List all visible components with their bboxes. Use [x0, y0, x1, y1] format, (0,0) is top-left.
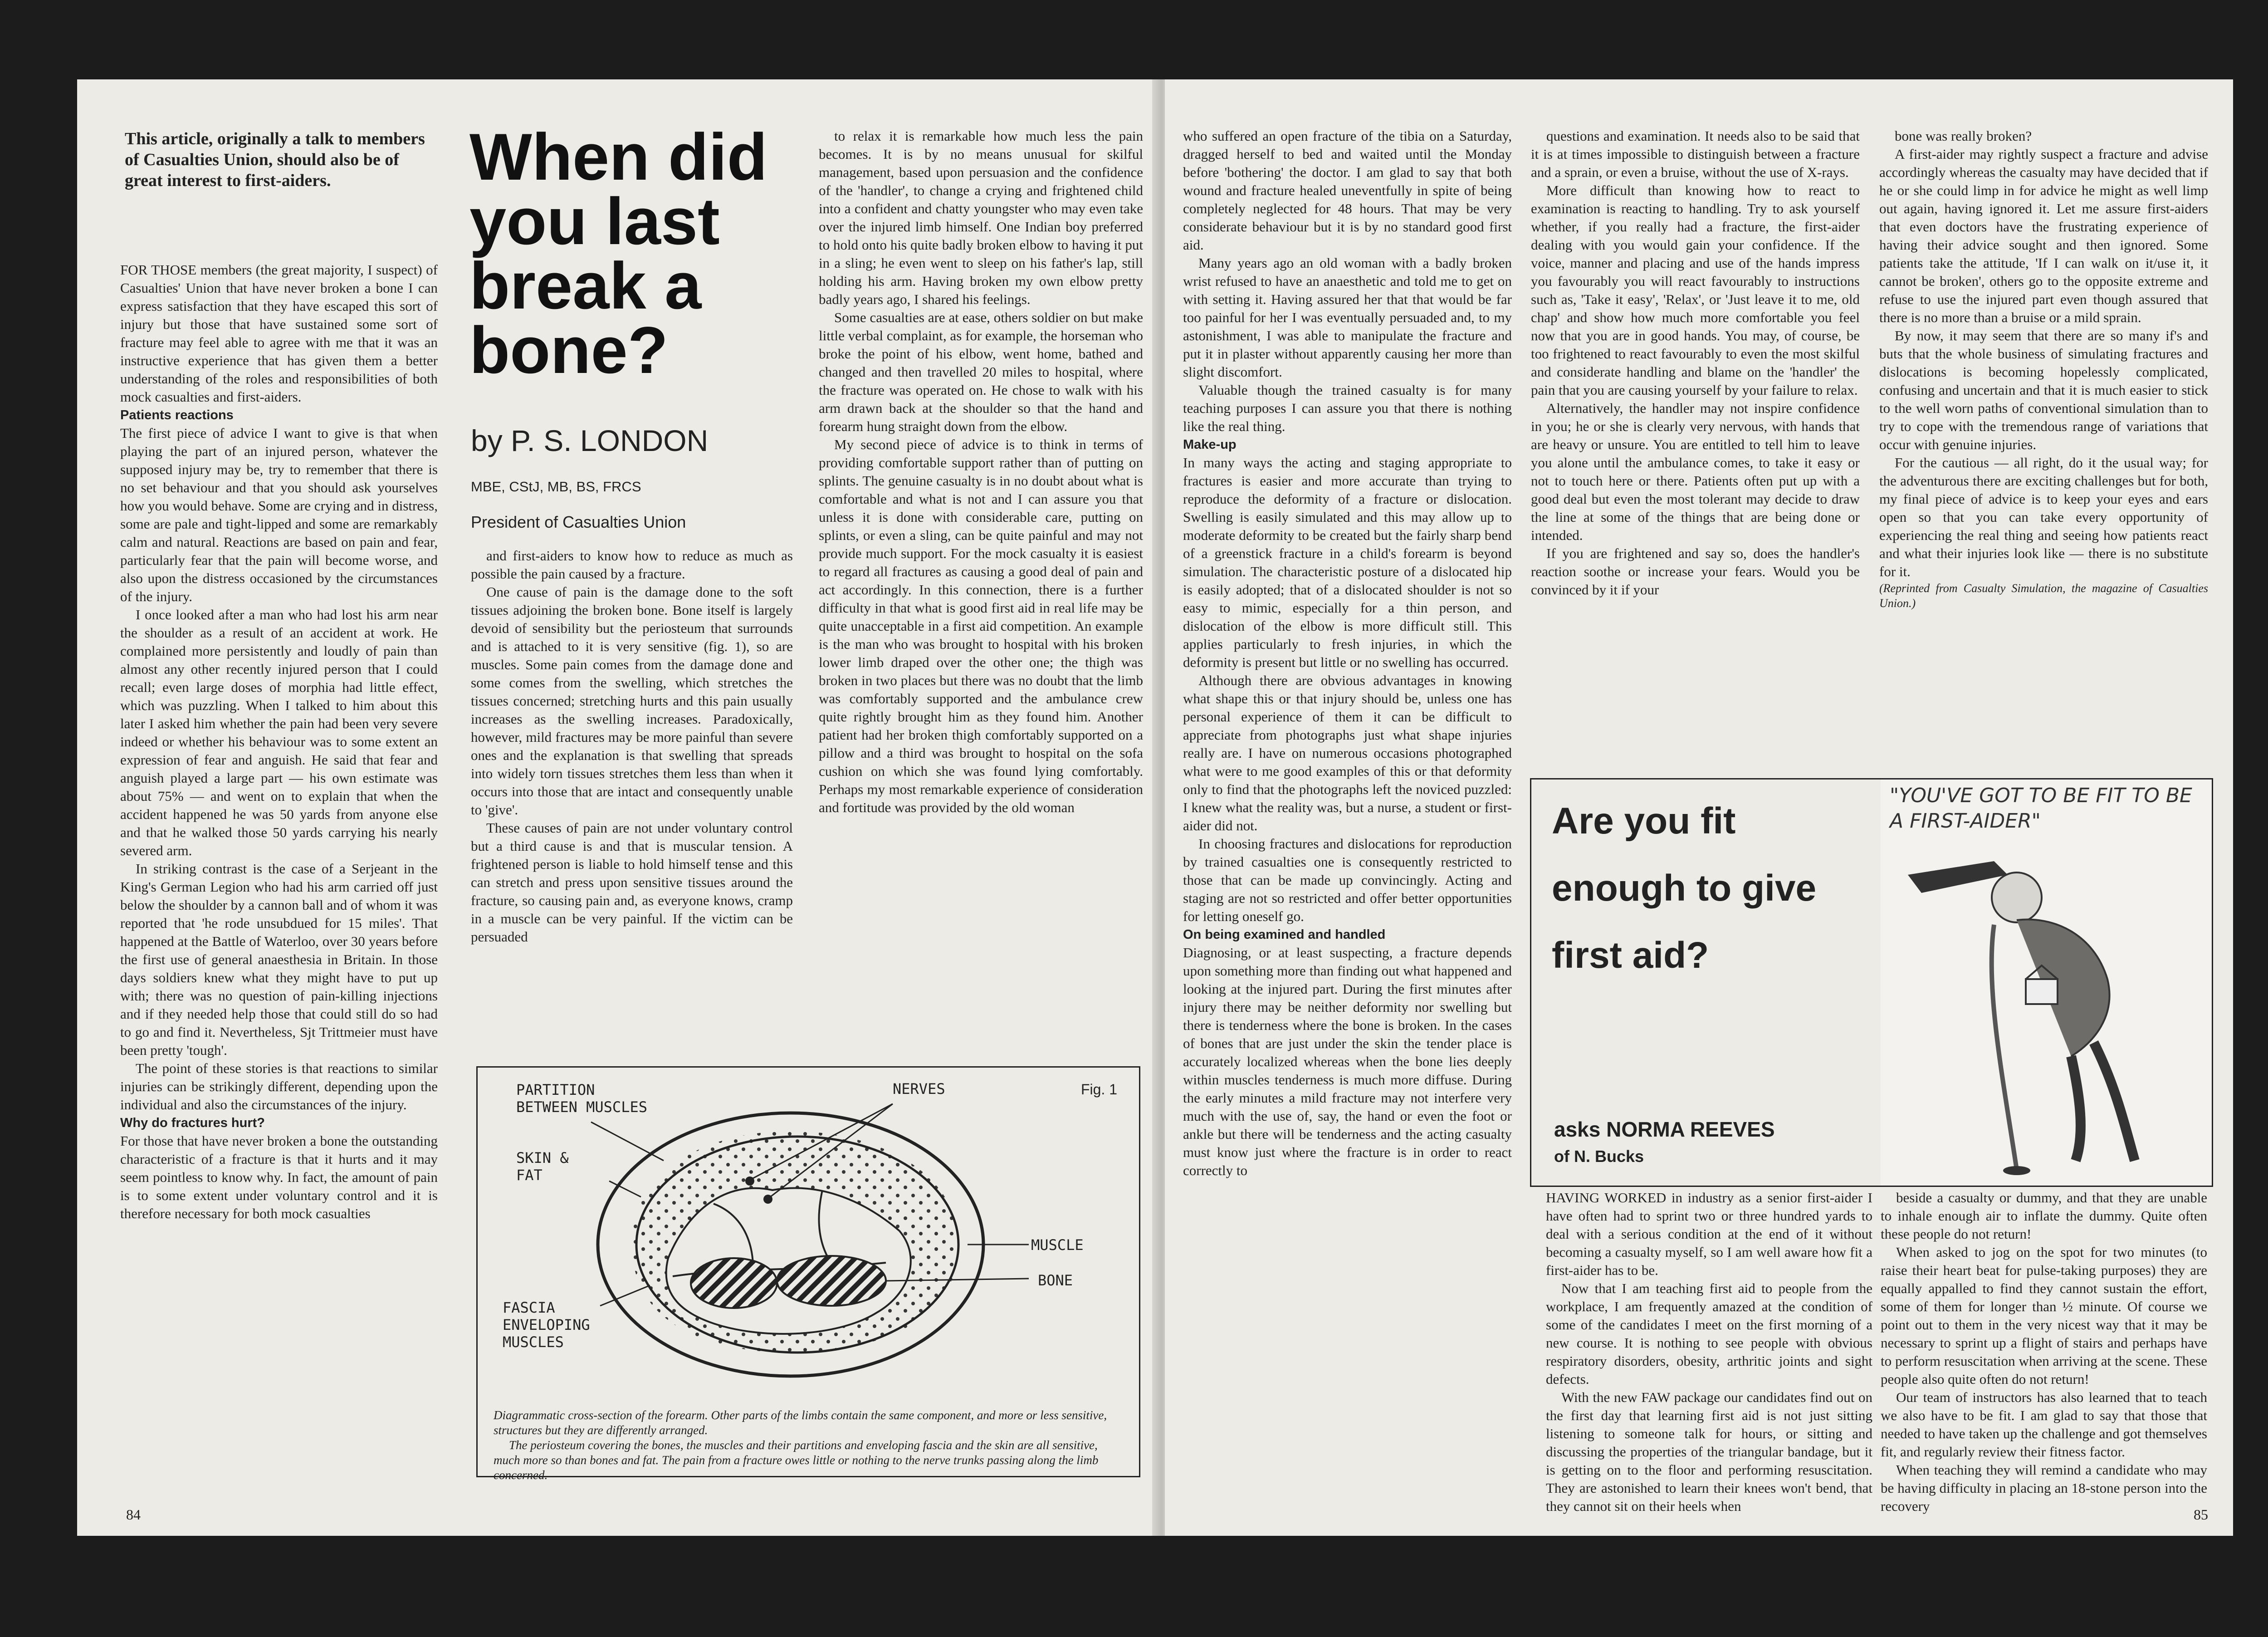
caption-line-1: Diagrammatic cross-section of the forearm. Other parts of the limbs contain the same component, and more or less sensitive, structures but they are differently arranged. — [494, 1408, 1107, 1437]
box-author-location: of N. Bucks — [1554, 1147, 1644, 1166]
paragraph: When teaching they will remind a candidate who may be having difficulty in placing an 18-stone person into the recovery — [1881, 1462, 2207, 1514]
figure-caption — [494, 1408, 1124, 1483]
paragraph: If you are frightened and say so, does the handler's reaction soothe or increase your fears. Would you be convinced by it if your — [1531, 545, 1860, 598]
box-author: asks NORMA REEVES — [1554, 1117, 1775, 1141]
right-page — [1165, 79, 2233, 1536]
page-number-right: 85 — [2194, 1506, 2208, 1523]
paragraph: and first-aiders to know how to reduce as much as possible the pain caused by a fracture. — [471, 548, 793, 582]
forearm-diagram — [478, 1068, 1139, 1403]
left-column-1 — [120, 261, 438, 1223]
heading-examined-handled: On being examined and handled — [1183, 927, 1386, 942]
paragraph: The first piece of advice I want to give is that when playing the part of an injured person, whatever the supposed injury may be, try to remember that there is no set behaviour and that you should ask yourselves how you would behave. Some are crying and in distress, some are pale and tight-lipped and some are remarkably calm and natural. Reactions are based on pain and fear, particularly fear that the pain will become worse, and also upon the distress occasioned by the circumstances of the injury. — [120, 425, 438, 604]
label-partition: PARTITION BETWEEN MUSCLES — [516, 1081, 647, 1116]
caption-line-2: The periosteum covering the bones, the muscles and their partitions and enveloping fascia and the skin are all sensitive, much more so than bones and fat. The pain from a fracture owes little or nothing to the nerve trunks passing along the limb concerned. — [494, 1438, 1099, 1482]
box-col1-paragraphs — [1546, 1189, 1872, 1515]
paragraph: to relax it is remarkable how much less the pain becomes. It is by no means unusual for skilful management, based upon persuasion and the confidence of the 'handler', to change a crying and frightened child into a confident and chatty youngster who may even take over the injured limb himself. One Indian boy preferred to hold onto his quite badly broken elbow to having it put in a sling; he even went to sleep on his father's lap, still holding his arm. Having broken my own elbow pretty badly years ago, I shared his feelings. — [819, 128, 1143, 307]
paragraph: FOR THOSE members (the great majority, I suspect) of Casualties' Union that have never broken a bone I can express satisfaction that they have escaped this sort of injury but those that have sustained some sort of fracture may feel able to agree with me that it was an instructive experience that has given them a better understanding of the roles and responsibilities of both mock casualties and first-aiders. — [120, 262, 438, 405]
left-page — [77, 79, 1157, 1536]
paragraph: Some casualties are at ease, others soldier on but make little verbal complaint, as for example, the horseman who broke the point of his elbow, went home, bathed and changed and then travelled 20 miles to hospital, where the fracture was operated on. He chose to walk with his arm drawn back at the shoulder so that the hand and forearm hung straight down from the elbow. — [819, 309, 1143, 434]
paragraph: Alternatively, the handler may not inspire confidence in you; he or she is clearly very nervous, with hands that are heavy or unsure. You are entitled to tell him to leave you alone until the ambulance comes, to take it easy or not to touch here or there. Patients often put up with a good deal but even the most tolerant may decide to draw the line at some of the things that are being done or intended. — [1531, 400, 1860, 543]
paragraph: When asked to jog on the spot for two minutes (to raise their heart beat for pulse-taking purposes) they are equally appalled to find they cannot sustain the effort, some of them for longer than ½ minute. Of course we point out to them in the very nicest way that it may be necessary to sprint up a flight of stairs and perhaps have to perform resuscitation when arriving at the scene. These people also quite often do not return! — [1881, 1244, 2207, 1387]
rcol3-paragraphs — [1879, 127, 2208, 581]
box-headline: Are you fit enough to give first aid? — [1552, 800, 1817, 976]
author-credentials: MBE, CStJ, MB, BS, FRCS — [471, 479, 641, 495]
cartoon-first-aider-illustration — [1881, 843, 2212, 1179]
paragraph: These causes of pain are not under voluntary control but a third cause is and that is muscular tension. A frightened person is liable to hold himself tense and this can stretch and press upon sensitive tissues around the fracture, so causing pain and, as everyone knows, cramp in a muscle can be very painful. If the victim can be persuaded — [471, 820, 793, 945]
right-column-1 — [1183, 127, 1512, 1180]
paragraph: beside a casualty or dummy, and that they are unable to inhale enough air to inflate the dummy. Quite often these people do not return! — [1881, 1190, 2207, 1242]
cartoon-caption: "YOU'VE GOT TO BE FIT TO BE A FIRST-AIDER" — [1890, 784, 2192, 833]
label-fascia: FASCIA ENVELOPING MUSCLES — [503, 1299, 590, 1351]
col2-paragraphs — [471, 547, 793, 946]
author-byline: by P. S. LONDON — [471, 424, 709, 457]
cartoon-panel — [1881, 779, 2212, 1186]
rcol1c-paragraphs — [1183, 944, 1512, 1180]
article-headline: When did you last break a bone? — [469, 120, 767, 387]
rcol1-paragraphs — [1183, 127, 1512, 436]
paragraph: In many ways the acting and staging appropriate to fractures is easier and more accurate than trying to reproduce the deformity of a fracture or dislocation. Swelling is easily simulated and this may allow up to moderate deformity to be created but the fairly sharp bend of a greenstick fracture in a child's forearm is beyond simulation. The characteristic posture of a dislocated hip is easily adopted; that of a dislocated shoulder is not so easy to mimic, especially for a thin person, and dislocation of the elbow is more difficult still. This applies particularly to fresh injuries, in which the deformity is present but little or no swelling has occurred. — [1183, 455, 1512, 670]
rcol1b-paragraphs — [1183, 454, 1512, 926]
page-number-left: 84 — [126, 1506, 141, 1523]
paragraph: In striking contrast is the case of a Serjeant in the King's German Legion who had his arm carried off just below the shoulder by a cannon ball and of whom it was reported that 'he rode unsubdued for 15 miles'. That happened at the Battle of Waterloo, over 30 years before the first use of general anaesthesia in Britain. In those days soldiers knew what they might have to put up with; there was no question of pain-killing injections and if they needed help those that could still do so had to go and find it. Nevertheless, Sjt Trittmeier must have been pretty 'tough'. — [120, 861, 438, 1058]
paragraph: Many years ago an old woman with a badly broken wrist refused to have an anaesthetic and told me to get on with setting it. Having assured her that that would be far too painful for her I was eventually persuaded and, to my astonishment, I was able to manipulate the fracture and put it in plaster without apparently causing her more than slight discomfort. — [1183, 255, 1512, 380]
heading-patients-reactions: Patients reactions — [120, 408, 234, 422]
paragraph: By now, it may seem that there are so many if's and buts that the whole business of simulating fractures and dislocations is becoming hopelessly complicated, confusing and uncertain and that it is much easier to stick to the well worn paths of conventional simulation than to try to cope with the tremendous range of variations that occur with genuine injuries. — [1879, 328, 2208, 452]
label-muscle: MUSCLE — [1031, 1236, 1084, 1254]
paragraph: With the new FAW package our candidates find out on the first day that learning first aid is not just sitting listening to someone talk for hours, or sitting and discussing the properties of the triangular bandage, but it is getting on to the floor and performing resuscitation. They are astonished to learn their knees won't bend, that they cannot sit on their heels when — [1546, 1389, 1872, 1514]
paragraph: questions and examination. It needs also to be said that it is at times impossible to distinguish between a fracture and a sprain, or even a bruise, without the use of X-rays. — [1531, 128, 1860, 180]
paragraph: A first-aider may rightly suspect a fracture and advise accordingly whereas the casualty may have decided that if he or she could limp in for advice he might as well limp out again, having ignored it. Let me assure first-aiders that even doctors have the frustrating experience of having their advice sought and then ignored. Some patients take the attitude, 'If I can walk on it/use it, it cannot be broken', others go to the opposite extreme and refuse to use the injured part even though assured that there is no more than a bruise or a mild sprain. — [1879, 146, 2208, 325]
box-column-1 — [1546, 1189, 1872, 1515]
label-bone: BONE — [1038, 1272, 1073, 1289]
paragraph: One cause of pain is the damage done to the soft tissues adjoining the broken bone. Bone itself is largely devoid of sensibility but the periosteum that surrounds and is attached to it is very sensitive (fig. 1), so are muscles. Some pain comes from the damage done and some comes from the swelling, which stretches the tissues concerned; stretching hurts and this pain usually increases as the swelling increases. Paradoxically, however, mild fractures may be more painful than severe ones and the explanation is that swelling that spreads into widely torn tissues stretches them less than when it occurs into those that are intact and consequently unable to 'give'. — [471, 584, 793, 818]
left-column-3 — [819, 127, 1143, 817]
paragraph: For those that have never broken a bone the outstanding characteristic of a fracture is that it hurts and it may seem pointless to know why. In fact, the amount of pain is to some extent under voluntary control and it is therefore necessary for both mock casualties — [120, 1133, 438, 1221]
heading-make-up: Make-up — [1183, 437, 1237, 452]
paragraph: Our team of instructors has also learned that to teach we also have to be fit. I am glad to say that those that needed to have taken up the challenge and got themselves fit, and regularly review their fitness factor. — [1881, 1389, 2207, 1460]
paragraph: For the cautious — all right, do it the usual way; for the adventurous there are exciting challenges but for both, my final piece of advice is to keep your eyes and ears open so that you can take every opportunity of experiencing the real thing and seeing how patients react and what their injuries look like — there is no substitute for it. — [1879, 455, 2208, 579]
fitness-box — [1530, 778, 2213, 1187]
paragraph: My second piece of advice is to think in terms of providing comfortable support rather than of putting on splints. The genuine casualty is in no doubt about what is comfortable and what is not and I can assure you that unless it is done with considerable care, putting on splints, or even a sling, can be quite painful and may not provide much support. For the mock casualty it is easiest to regard all fractures as causing a good deal of pain and act accordingly. In this connection, there is a further difficulty in that what is good first aid in real life may be quite unacceptable in a first aid competition. An example is the man who was brought to hospital with his broken lower limb draped over the other one; the thigh was broken in two places but there was no doubt that the limb was comfortably supported and the ambulance crew quite rightly brought him as they found him. Another patient had her broken thigh comfortably supported on a pillow and a third was brought to hospital on the sofa cushion on which she was found lying comfortably. Perhaps my most remarkable experience of consideration and fortitude was provided by the old woman — [819, 436, 1143, 815]
paragraph: Valuable though the trained casualty is for many teaching purposes I can assure you that there is nothing like the real thing. — [1183, 382, 1512, 434]
label-nerves: NERVES — [893, 1080, 945, 1098]
figure-forearm-section — [476, 1066, 1140, 1482]
paragraph: Now that I am teaching first aid to people from the workplace, I am frequently amazed at the condition of some of the candidates I meet on the first morning of a new course. It is nothing to see people with obvious respiratory disorders, obesity, arthritic joints and sight defects. — [1546, 1280, 1872, 1387]
paragraph: More difficult than knowing how to react to examination is reacting to handling. Try to ask yourself whether, if you really had a fracture, the first-aider dealing with you would gain your confidence. If the voice, manner and placing and use of the hands impress you favourably you will react favourably to instructions such as, 'Take it easy', 'Relax', or 'Just leave it to me, old chap' and show how much more comfortable you feel now that you are in good hands. You may, of course, be too frightened to react favourably to even the most skilful and considerate handling and blame on the 'handler' the pain that you are causing yourself by your failure to relax. — [1531, 182, 1860, 398]
paragraph: who suffered an open fracture of the tibia on a Saturday, dragged herself to bed and waited until the Monday before 'bothering' the doctor. I am glad to say that both wound and fracture healed uneventfully in spite of being completely neglected for 48 hours. That may be very considerate behaviour but it is by no standard good first aid. — [1183, 128, 1512, 253]
paragraph: The point of these stories is that reactions to similar injuries can be strikingly different, depending upon the individual and also the circumstances of the injury. — [120, 1060, 438, 1113]
col3-paragraphs — [819, 127, 1143, 817]
right-column-3 — [1879, 127, 2208, 611]
paragraph: I once looked after a man who had lost his arm near the shoulder as a result of an accident at work. He complained more persistently and loudly of pain than almost any other recently injured person that I could recall; even large doses of morphia had little effect, which was puzzling. When I talked to him about this later I asked him whether the pain had been very severe indeed or whether his behaviour was to some extent an expression of fear and anguish. He said that fear and anguish played a large part — his own estimate was about 75% — and went on to explain that when the accident happened he was 50 yards from anyone else and that he walked those 50 yards carrying his nearly severed arm. — [120, 607, 438, 858]
article-intro: This article, originally a talk to members of Casualties Union, should also be of great interest to first-aiders. — [125, 129, 425, 190]
figure-number: Fig. 1 — [1080, 1081, 1117, 1098]
author-position: President of Casualties Union — [471, 513, 686, 531]
rcol2-paragraphs — [1531, 127, 1860, 599]
paragraph: bone was really broken? — [1895, 128, 2032, 144]
box-col2-paragraphs — [1881, 1189, 2207, 1515]
left-column-2 — [471, 547, 793, 946]
paragraph: Although there are obvious advantages in knowing what shape this or that injury should be, unless one has personal experience of them it can be difficult to appreciate from photographs just what shape injuries really are. I have on numerous occasions photographed what were to me good examples of this or that deformity only to find that the photographs left the noviced puzzled: I knew what the reality was, but a nurse, a student or first-aider did not. — [1183, 672, 1512, 833]
reprint-note: (Reprinted from Casualty Simulation, the magazine of Casualties Union.) — [1879, 582, 2208, 610]
box-column-2 — [1881, 1189, 2207, 1515]
col1b-paragraphs — [120, 424, 438, 1114]
col1-paragraphs — [120, 261, 438, 406]
heading-why-fractures-hurt: Why do fractures hurt? — [120, 1116, 265, 1130]
paragraph: HAVING WORKED in industry as a senior first-aider I have often had to sprint two or three hundred yards to deal with a serious condition at the end of it without becoming a casualty myself, so I am well aware how fit a first-aider has to be. — [1546, 1190, 1872, 1278]
col1c-paragraphs — [120, 1132, 438, 1223]
label-skin-fat: SKIN & FAT — [516, 1149, 569, 1184]
right-column-2 — [1531, 127, 1860, 599]
paragraph: In choosing fractures and dislocations for reproduction by trained casualties one is consequently restricted to those that can be made up convincingly. Acting and staging are not so restricted and offer better opportunities for letting oneself go. — [1183, 836, 1512, 924]
paragraph: Diagnosing, or at least suspecting, a fracture depends upon something more than finding out what happened and looking at the injured part. During the first minutes after injury there may be neither deformity nor swelling but there is tenderness where the bone is broken. In the cases of bones that are just under the skin the tender place is accurately localized whereas when the bone lies deeply within muscles tenderness is much more diffuse. During the early minutes a mild fracture may not interfere very much with the use of, say, the hand or even the foot or ankle but there will be tenderness and the acting casualty must know just where the fracture is in order to react correctly to — [1183, 945, 1512, 1178]
